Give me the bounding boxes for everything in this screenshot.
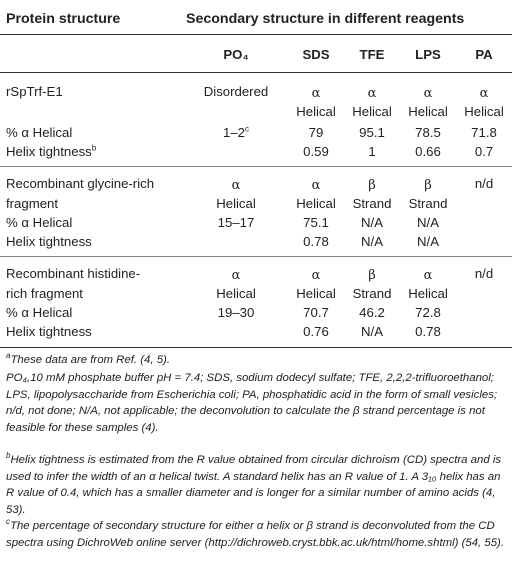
header-reagent-lps: LPS (415, 47, 441, 62)
row-label: rich fragment (6, 286, 83, 301)
table-cell: 1 (368, 144, 376, 159)
row-label: Recombinant histidine- (6, 266, 141, 281)
table-cell: α (231, 268, 241, 283)
table-cell: Helical (352, 104, 392, 119)
header-secondary-structure: Secondary structure in different reagents (186, 11, 465, 27)
row-label: Helix tightness (6, 324, 92, 339)
row-divider (0, 256, 512, 257)
table-cell: 78.5 (415, 125, 441, 140)
table-cell: α (231, 178, 241, 193)
table-cell: Helical (408, 104, 448, 119)
table-cell: 46.2 (359, 305, 385, 320)
table-cell: 1–2$^c$ (222, 124, 250, 140)
table-cell: 72.8 (415, 305, 441, 320)
footnote-abbreviations: PO₄,10 mM phosphate buffer pH = 7.4; SDS, sodium dodecyl sulfate; TFE, 2,2,2-trifluoroethanol; LPS, lipopolysaccharide from Escherichia coli; PA, phosphatidic acid in the form of small vesicles; n/d, not done; N/A, not applicable; the deconvolution to calculate the β strand percentage is not feasible for these samples (4). (6, 372, 498, 434)
table-cell: 19–30 (217, 305, 255, 320)
table-cell: N/A (417, 234, 439, 249)
header-reagent-pa: PA (475, 47, 493, 62)
table-cell: 0.66 (415, 144, 441, 159)
row-label: fragment (6, 196, 59, 211)
table-cell: Helical (408, 286, 448, 301)
header-reagent-tfe: TFE (359, 47, 385, 62)
header-bottom-rule (0, 72, 512, 73)
table-cell: 0.7 (474, 144, 494, 159)
table-cell: 0.59 (303, 144, 329, 159)
table-cell: 75.1 (303, 215, 329, 230)
table-cell: Strand (352, 286, 392, 301)
header-divider (0, 34, 512, 35)
table-cell: 0.76 (303, 324, 329, 339)
table-cell: α (423, 86, 433, 101)
table-cell: Helical (464, 104, 504, 119)
table-cell: 70.7 (303, 305, 329, 320)
row-label: % α Helical (6, 305, 73, 320)
table-cell: α (311, 178, 321, 193)
table-cell: N/A (361, 324, 383, 339)
table-cell: β (368, 178, 376, 193)
table-cell: N/A (361, 215, 383, 230)
table-cell: α (311, 86, 321, 101)
table-cell: α (479, 86, 489, 101)
table-cell: Helical (296, 286, 336, 301)
table-cell: α (423, 268, 433, 283)
table-cell: 79 (308, 125, 324, 140)
table-cell: Strand (408, 196, 448, 211)
table-cell: α (311, 268, 321, 283)
table-cell: Disordered (203, 84, 269, 99)
table-cell: 0.78 (303, 234, 329, 249)
footnote-a: $^a$These data are from Ref. (4, 5). (6, 351, 170, 366)
table-bottom-rule (0, 347, 512, 348)
table-cell: Helical (296, 196, 336, 211)
table-cell: α (367, 86, 377, 101)
table-cell: β (424, 178, 432, 193)
table-cell: N/A (417, 215, 439, 230)
table-cell: 15–17 (217, 215, 255, 230)
table-cell: N/A (361, 234, 383, 249)
row-label: % α Helical (6, 215, 73, 230)
table-cell: 0.78 (415, 324, 441, 339)
row-label: % α Helical (6, 125, 73, 140)
table-cell: Strand (352, 196, 392, 211)
footnote-c: $^c$The percentage of secondary structure for either α helix or β strand is deconvoluted from the CD spectra using DichroWeb online server (http://dichroweb.cryst.bbk.ac.uk/html/home.shtml) (54, 55). (6, 517, 505, 549)
table-cell: 71.8 (471, 125, 497, 140)
header-protein-structure: Protein structure (6, 11, 121, 27)
table-cell: Helical (216, 286, 256, 301)
header-reagent-sds: SDS (302, 47, 330, 62)
table-cell: Helical (216, 196, 256, 211)
header-reagent-po4: PO₄ (223, 47, 249, 62)
table-cell: Helical (296, 104, 336, 119)
row-label: Helix tightness (6, 234, 92, 249)
row-label: rSpTrf-E1 (6, 84, 63, 99)
row-divider (0, 166, 512, 167)
table-cell: n/d (474, 176, 494, 191)
table-cell: β (368, 268, 376, 283)
row-label: Helix tightness$^b$ (6, 143, 97, 159)
table-cell: n/d (474, 266, 494, 281)
row-label: Recombinant glycine-rich (6, 176, 155, 191)
table-cell: 95.1 (359, 125, 385, 140)
footnote-b: $^b$Helix tightness is estimated from the R value obtained from circular dichroism (CD) spectra and is used to infer the width of an α helical twist. A standard helix has an R value of 1. A 3₁₀ helix has an R value of 0.4, which has a smaller diameter and is longer for a similar number of amino acids (4, 53). (6, 451, 502, 516)
